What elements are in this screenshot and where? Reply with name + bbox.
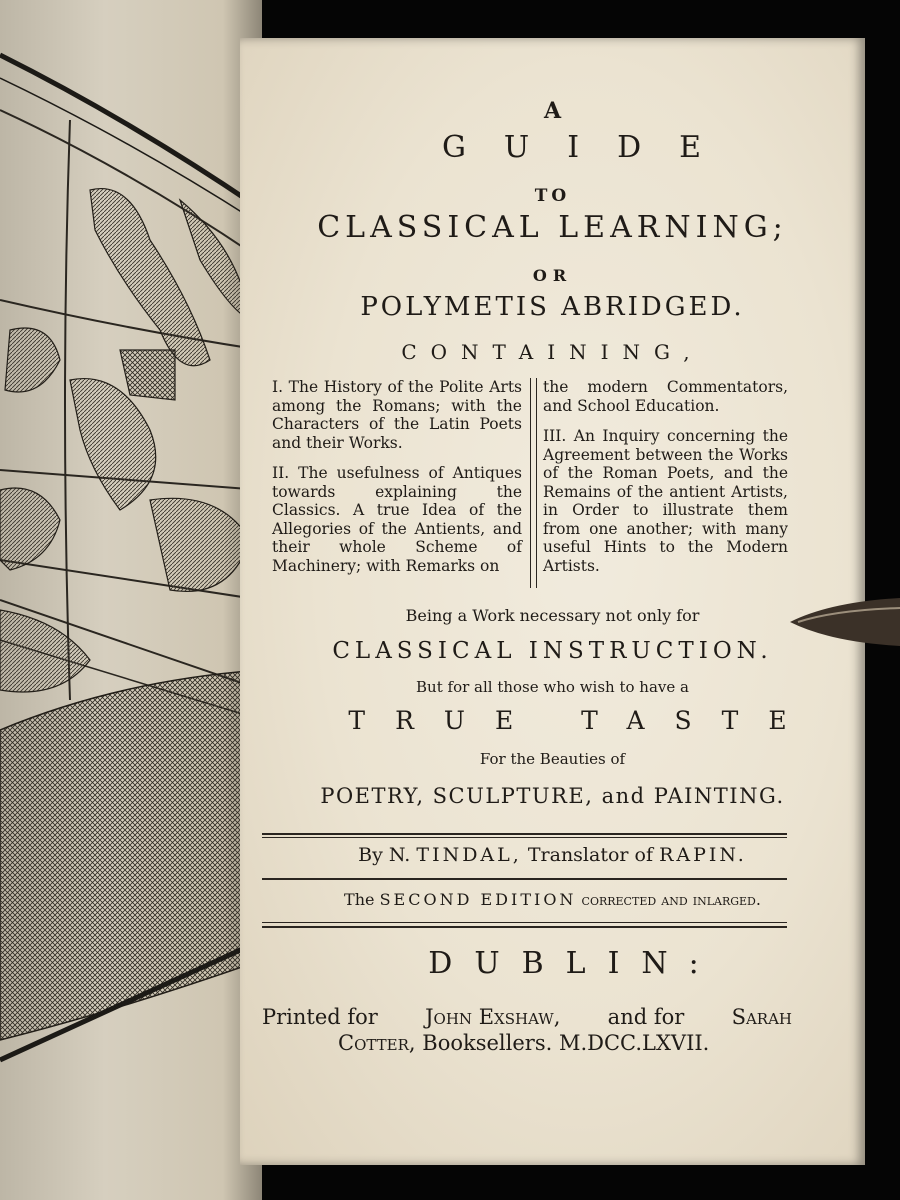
title-polymetis: POLYMETIS ABRIDGED. <box>360 292 745 322</box>
rapin-name: RAPIN. <box>659 844 747 866</box>
printer-sarah: Sarah <box>731 1005 792 1029</box>
being-line: Being a Work necessary not only for <box>405 606 700 625</box>
title-to: TO <box>534 186 571 206</box>
but-for-line: But for all those who wish to have a <box>416 678 689 696</box>
title-classical-learning: CLASSICAL LEARNING; <box>317 210 788 245</box>
second-edition: SECOND EDITION <box>379 890 577 909</box>
title-or: OR <box>532 266 573 285</box>
title-page <box>240 38 865 1165</box>
title-guide: GUIDE <box>441 130 740 165</box>
imprint-row-1 <box>262 1004 792 1030</box>
imprint-date: M.DCC.LXVII. <box>558 1031 710 1055</box>
imprint-place: DUBLIN: <box>428 946 721 981</box>
bookmark-pointer <box>790 596 900 648</box>
rule-middle <box>262 878 787 880</box>
edition-prefix: The <box>344 890 375 909</box>
and-for: and for <box>607 1005 685 1029</box>
printer-john-exshaw: John Exshaw, <box>425 1005 561 1029</box>
imprint-row-2 <box>262 1030 792 1056</box>
printer-cotter: Cotter, <box>338 1031 416 1055</box>
rule-bottom <box>262 926 787 928</box>
contents-item: III. An Inquiry concerning the Agreement between the Works of the Roman Poets, and the Remains of the antient Artists, in Order to illustrate them from one another; with many useful Hints to the Modern Artists. <box>543 427 788 575</box>
by-prefix: By N. <box>358 844 411 866</box>
edition-line <box>240 890 865 909</box>
contents-left-column <box>272 378 522 587</box>
contents-item: I. The History of the Polite Arts among the Romans; with the Characters of the Latin Poets and their Works. <box>272 378 522 452</box>
contents-right-column <box>543 378 788 587</box>
rule-top <box>262 833 787 835</box>
author-name: TINDAL, <box>416 844 522 866</box>
author-line <box>240 844 865 866</box>
rule-bottom-thin <box>262 922 787 923</box>
engraving-illustration <box>0 0 262 1200</box>
column-divider <box>530 378 537 588</box>
translator-label: Translator of <box>527 844 654 866</box>
classical-instruction: CLASSICAL INSTRUCTION. <box>332 638 773 664</box>
containing-heading: CONTAINING, <box>401 340 704 364</box>
true-taste: TRUE TASTE <box>348 706 817 735</box>
corrected-inlarged: corrected and inlarged. <box>581 890 761 909</box>
booksellers: Booksellers. <box>422 1031 553 1055</box>
imprint-block <box>262 1004 792 1056</box>
printed-for: Printed for <box>262 1005 378 1029</box>
frontispiece-page <box>0 0 262 1200</box>
poetry-line: POETRY, SCULPTURE, and PAINTING. <box>320 784 785 808</box>
contents-item: the modern Commentators, and School Education. <box>543 378 788 415</box>
contents-item: II. The usefulness of Antiques towards explaining the Classics. A true Idea of the Allegories of the Antients, and their whole Scheme of Machinery; with Remarks on <box>272 464 522 575</box>
rule-top-thin <box>262 837 787 838</box>
title-article: A <box>543 98 562 124</box>
beauties-line: For the Beauties of <box>479 750 626 768</box>
